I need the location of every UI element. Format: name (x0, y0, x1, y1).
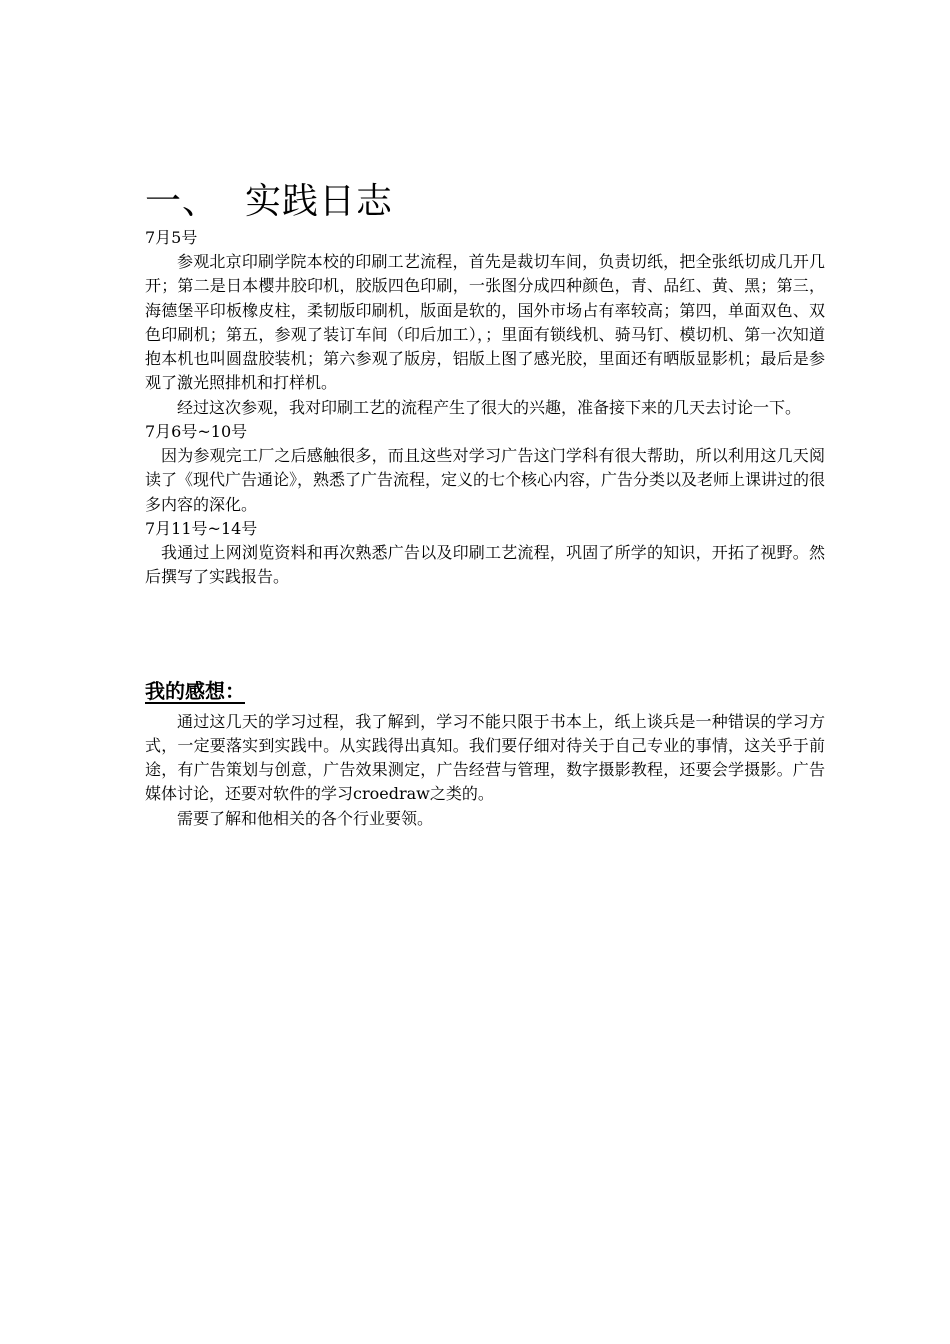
heading-number: 一、 (145, 181, 220, 222)
log-paragraph: 我通过上网浏览资料和再次熟悉广告以及印刷工艺流程，巩固了所学的知识，开拓了视野。然后撰写了实践报告。 (145, 542, 825, 587)
log-date: 7月11号~14号 (145, 518, 258, 538)
heading-title: 实践日志 (245, 181, 394, 222)
log-paragraph: 经过这次参观，我对印刷工艺的流程产生了很大的兴趣，准备接下来的几天去讨论一下。 (177, 397, 802, 417)
thoughts-title: 我的感想： (145, 678, 245, 703)
thoughts-paragraph: 通过这几天的学习过程，我了解到，学习不能只限于书本上，纸上谈兵是一种错误的学习方式，一定要落实到实践中。从实践得出真知。我们要仔细对待关于自己专业的事情，这关乎于前途，有广告策划与创意，广告效果测定，广告经营与管理，数字摄影教程，还要会学摄影。广告媒体讨论，还要对软件的学习croedraw之类的。 (145, 711, 825, 804)
log-paragraph: 因为参观完工厂之后感触很多，而且这些对学习广告这门学科有很大帮助，所以利用这几天阅读了《现代广告通论》，熟悉了广告流程，定义的七个核心内容，广告分类以及老师上课讲过的很多内容的深化。 (145, 446, 826, 514)
thoughts-paragraph: 需要了解和他相关的各个行业要领。 (177, 808, 434, 828)
thoughts-heading (145, 676, 825, 706)
log-date: 7月5号 (145, 228, 198, 247)
log-date: 7月6号~10号 (145, 422, 248, 442)
log-paragraph: 参观北京印刷学院本校的印刷工艺流程，首先是裁切车间，负责切纸，把全张纸切成几开几开；第二是日本樱井胶印机，胶版四色印刷，一张图分成四种颜色，青、品红、黄、黑；第三，海德堡平印板橡皮柱，柔韧版印刷机，版面是软的，国外市场占有率较高；第四，单面双色、双色印刷机；第五，参观了装订车间（印后加工），；里面有锁线机、骑马钉、模切机、第一次知道抱本机也叫圆盘胶装机；第六参观了版房，铝版上图了感光胶，里面还有晒版显影机；最后是参观了激光照排机和打样机。 (145, 252, 825, 393)
section-spacer (145, 590, 825, 676)
document-page (145, 178, 825, 831)
section-heading (145, 178, 825, 226)
